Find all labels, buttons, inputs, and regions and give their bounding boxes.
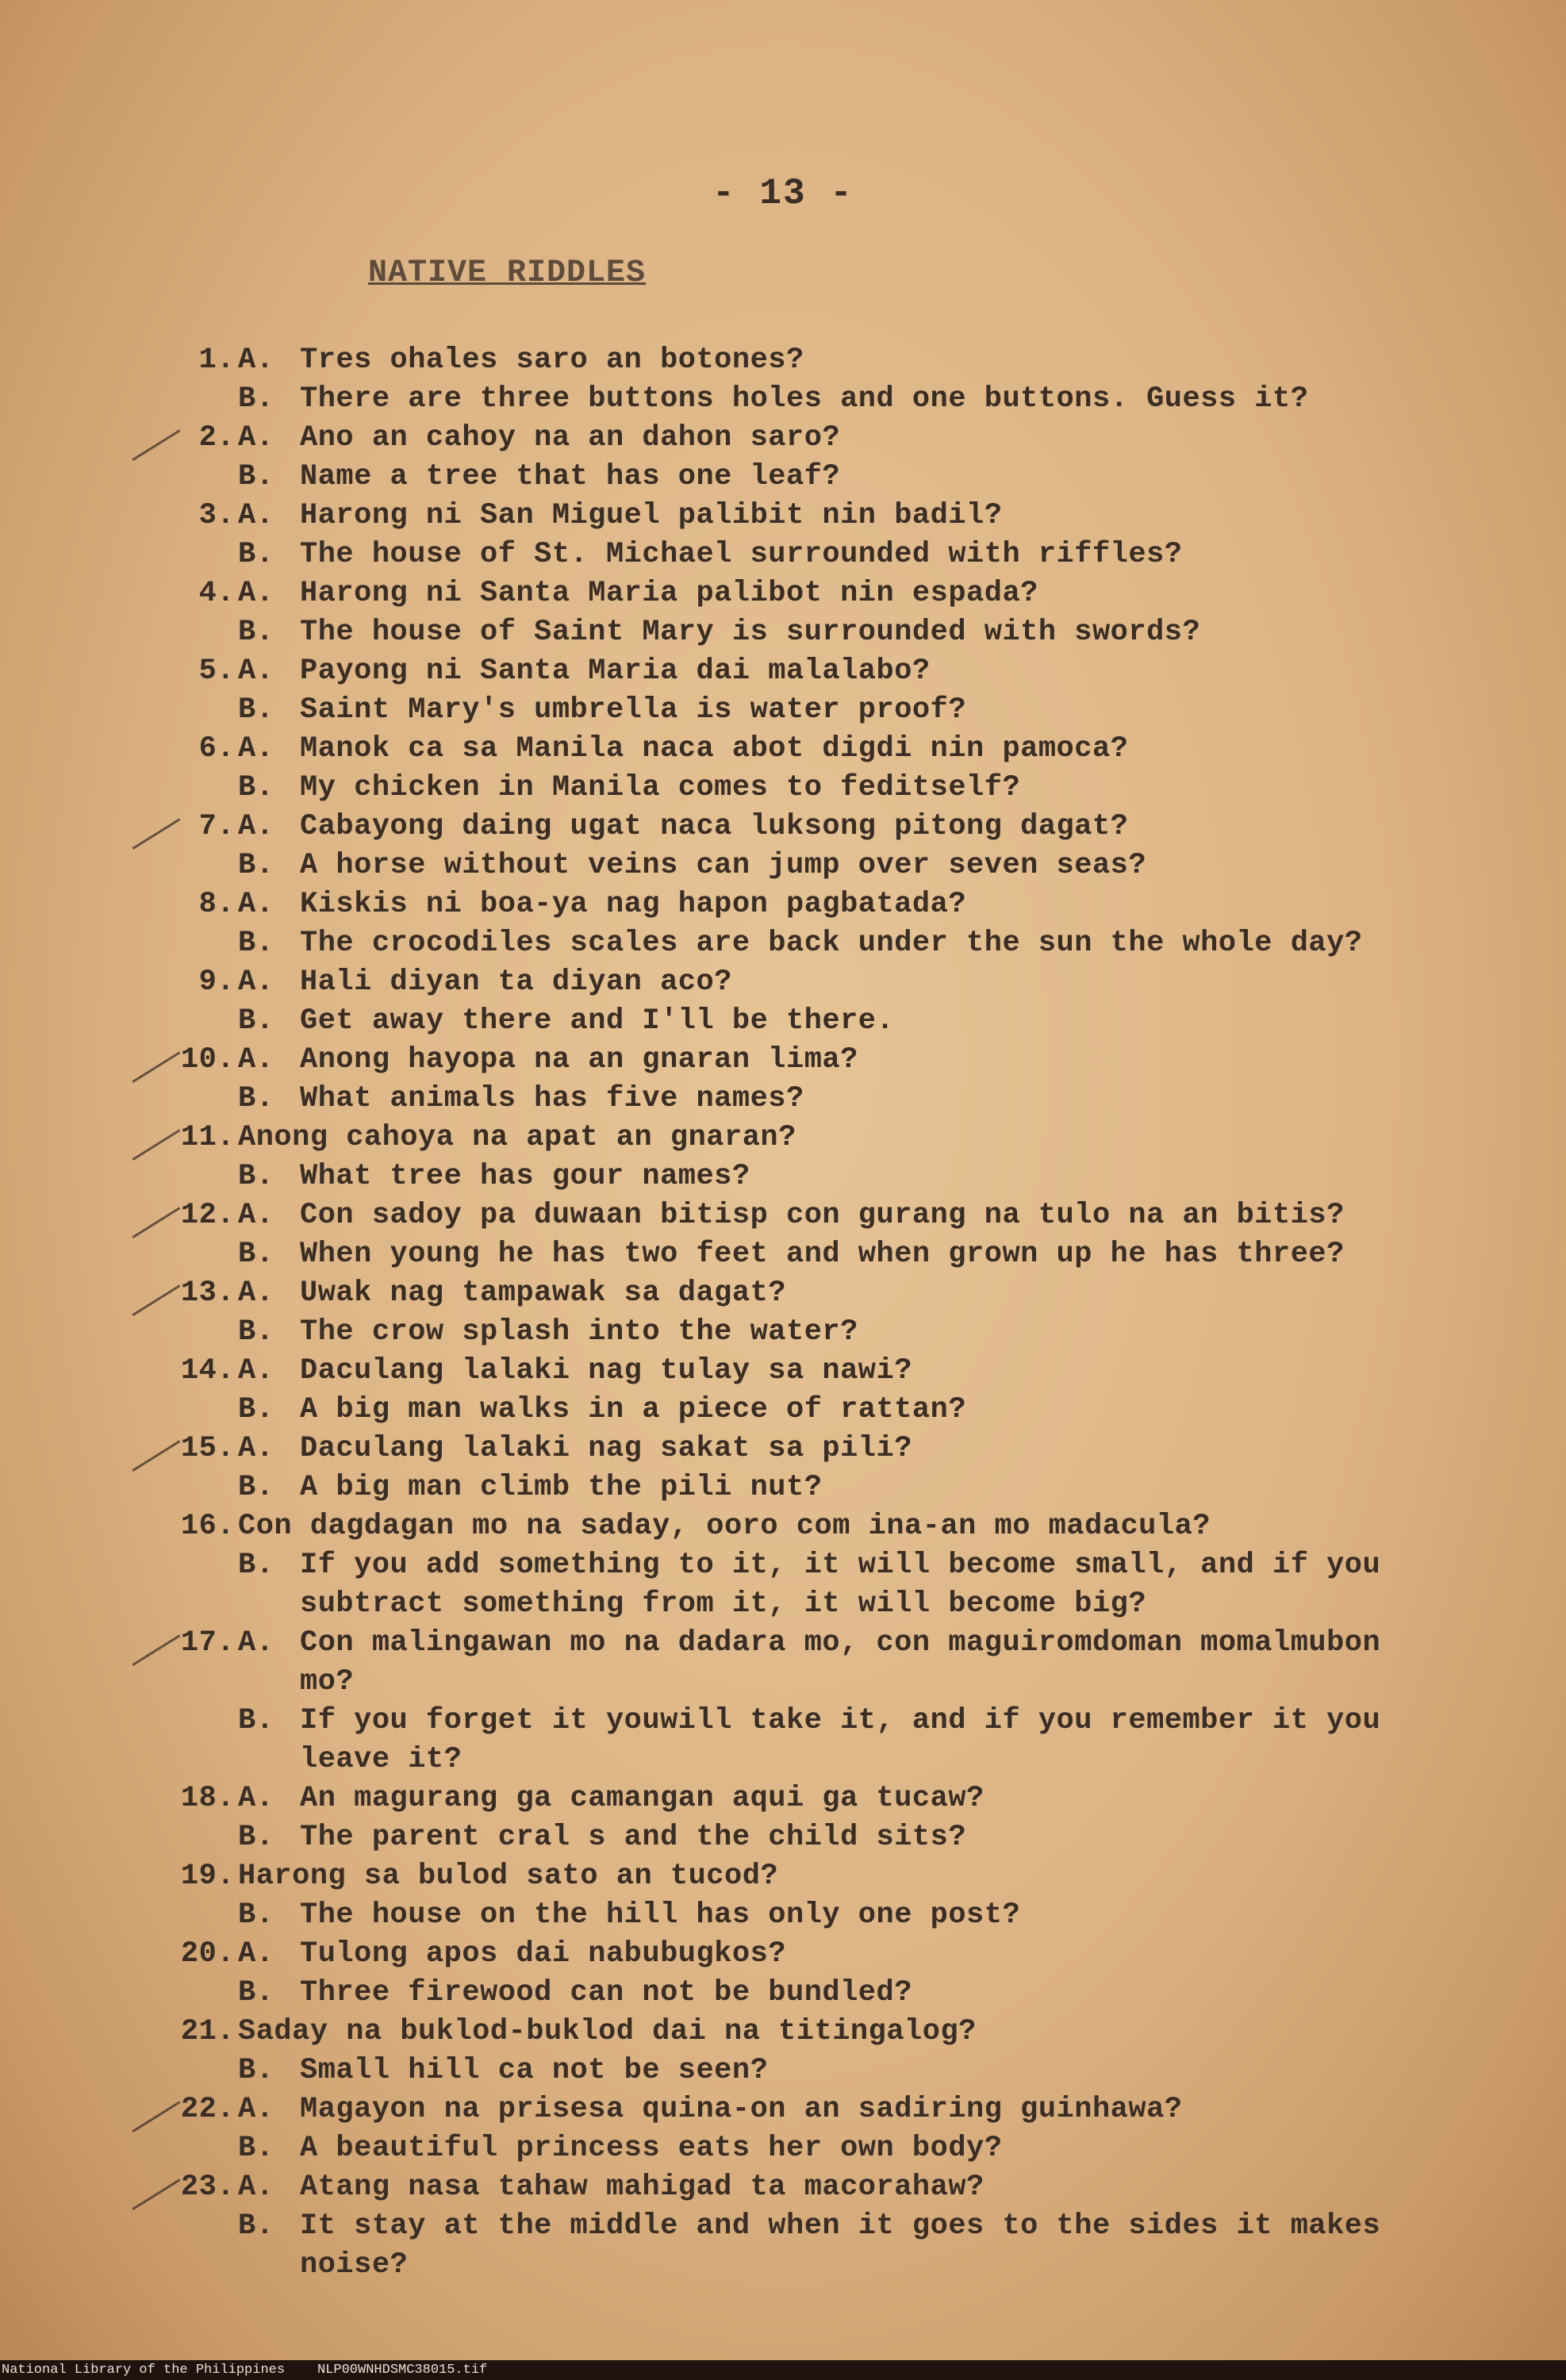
riddle-native-text: Uwak nag tampawak sa dagat?	[300, 1276, 786, 1310]
riddle-native-text: An magurang ga camangan aqui ga tucaw?	[300, 1782, 985, 1815]
riddle-english-text: Get away there and I'll be there.	[300, 1004, 895, 1038]
riddle-number: 4.	[198, 577, 235, 610]
riddle-line	[0, 808, 1566, 846]
riddle-number: 6.	[198, 732, 235, 766]
riddle-native-text: Tres ohales saro an botones?	[300, 344, 804, 377]
riddle-line	[0, 1702, 1566, 1741]
riddle-b-marker: B.	[238, 1898, 274, 1932]
file-name: NLP00WNHDSMC38015.tif	[317, 2363, 488, 2378]
riddle-line	[0, 2013, 1566, 2052]
riddle-number: 5.	[198, 654, 235, 688]
riddle-english-text: A beautiful princess eats her own body?	[300, 2132, 1003, 2165]
riddle-number: 7.	[198, 810, 235, 843]
riddle-native-text-cont: mo?	[300, 1665, 355, 1699]
riddle-a-marker: A.	[238, 888, 274, 921]
riddle-english-text: If you forget it youwill take it, and if you remember it you	[300, 1704, 1381, 1737]
riddle-a-marker: A.	[238, 499, 274, 532]
riddle-item	[0, 1857, 1566, 1935]
riddle-native-text: Harong ni San Miguel palibit nin badil?	[300, 499, 1003, 532]
riddle-number: 3.	[198, 499, 235, 532]
riddle-line	[0, 1313, 1566, 1352]
riddle-line	[0, 2246, 1566, 2285]
riddle-a-marker: A.	[238, 654, 274, 688]
riddle-line	[0, 1235, 1566, 1274]
riddle-a-marker: A.	[238, 1782, 274, 1815]
riddle-number: 10.	[180, 1043, 235, 1077]
riddle-item	[0, 1779, 1566, 1857]
riddle-line	[0, 730, 1566, 769]
riddle-item	[0, 2013, 1566, 2090]
riddle-item	[0, 1196, 1566, 1274]
riddle-english-text: The parent cral s and the child sits?	[300, 1821, 967, 1854]
riddle-line	[0, 497, 1566, 536]
riddle-b-marker: B.	[238, 849, 274, 882]
riddle-b-marker: B.	[238, 460, 274, 493]
riddle-english-text: My chicken in Manila comes to feditself?	[300, 771, 1021, 804]
riddle-line	[0, 924, 1566, 963]
riddle-b-marker: B.	[238, 1976, 274, 2010]
riddle-list	[0, 341, 1566, 2285]
riddle-b-marker: B.	[238, 538, 274, 571]
riddle-b-marker: B.	[238, 693, 274, 727]
riddle-line	[0, 1196, 1566, 1235]
riddle-b-marker: B.	[238, 1160, 274, 1193]
riddle-line	[0, 691, 1566, 730]
riddle-line	[0, 2129, 1566, 2168]
riddle-line	[0, 1468, 1566, 1507]
riddle-english-text: Three firewood can not be bundled?	[300, 1976, 912, 2010]
riddle-line	[0, 1585, 1566, 1624]
riddle-line	[0, 1080, 1566, 1119]
riddle-item	[0, 574, 1566, 652]
riddle-item	[0, 885, 1566, 963]
riddle-a-marker: A.	[238, 965, 274, 999]
riddle-number: 21.	[180, 2015, 235, 2048]
riddle-a-marker: A.	[238, 344, 274, 377]
riddle-item	[0, 1352, 1566, 1430]
riddle-native-text: Tulong apos dai nabubugkos?	[300, 1937, 786, 1971]
riddle-native-text: Con dagdagan mo na saday, ooro com ina-an mo madacula?	[238, 1510, 1211, 1543]
riddle-native-text: Daculang lalaki nag tulay sa nawi?	[300, 1354, 912, 1388]
riddle-b-marker: B.	[238, 2132, 274, 2165]
riddle-line	[0, 1157, 1566, 1196]
riddle-english-text: A horse without veins can jump over seven seas?	[300, 849, 1147, 882]
riddle-english-text: Saint Mary's umbrella is water proof?	[300, 693, 967, 727]
riddle-number: 15.	[180, 1432, 235, 1465]
riddle-native-text: Daculang lalaki nag sakat sa pili?	[300, 1432, 912, 1465]
riddle-a-marker: A.	[238, 2171, 274, 2204]
riddle-number: 14.	[180, 1354, 235, 1388]
riddle-line	[0, 458, 1566, 497]
riddle-item	[0, 1507, 1566, 1624]
riddle-native-text: Anong hayopa na an gnaran lima?	[300, 1043, 858, 1077]
riddle-line	[0, 1857, 1566, 1896]
riddle-number: 12.	[180, 1199, 235, 1232]
riddle-a-marker: A.	[238, 810, 274, 843]
riddle-line	[0, 769, 1566, 808]
riddle-item	[0, 963, 1566, 1041]
riddle-item	[0, 730, 1566, 808]
riddle-number: 20.	[180, 1937, 235, 1971]
riddle-line	[0, 2207, 1566, 2246]
riddle-line	[0, 2052, 1566, 2090]
riddle-a-marker: A.	[238, 1432, 274, 1465]
riddle-a-marker: A.	[238, 2093, 274, 2126]
riddle-english-text-cont: subtract something from it, it will become big?	[300, 1587, 1147, 1621]
riddle-a-marker: A.	[238, 577, 274, 610]
riddle-item	[0, 1274, 1566, 1352]
riddle-line	[0, 613, 1566, 652]
page-title: NATIVE RIDDLES	[368, 255, 647, 291]
riddle-a-marker: A.	[238, 1199, 274, 1232]
riddle-number: 1.	[198, 344, 235, 377]
riddle-b-marker: B.	[238, 1393, 274, 1426]
riddle-line	[0, 2090, 1566, 2129]
riddle-english-text: What animals has five names?	[300, 1082, 804, 1115]
riddle-english-text: The crow splash into the water?	[300, 1315, 858, 1349]
riddle-b-marker: B.	[238, 771, 274, 804]
riddle-b-marker: B.	[238, 616, 274, 649]
riddle-native-text: Magayon na prisesa quina-on an sadiring guinhawa?	[300, 2093, 1183, 2126]
riddle-native-text: Kiskis ni boa-ya nag hapon pagbatada?	[300, 888, 967, 921]
riddle-b-marker: B.	[238, 1315, 274, 1349]
riddle-line	[0, 846, 1566, 885]
riddle-number: 22.	[180, 2093, 235, 2126]
riddle-item	[0, 2090, 1566, 2168]
riddle-line	[0, 1935, 1566, 1974]
riddle-english-text-cont: leave it?	[300, 1743, 463, 1776]
riddle-item	[0, 1041, 1566, 1119]
riddle-line	[0, 341, 1566, 380]
library-credit: National Library of the Philippines	[2, 2363, 286, 2378]
riddle-line	[0, 2168, 1566, 2207]
riddle-number: 8.	[198, 888, 235, 921]
riddle-b-marker: B.	[238, 1549, 274, 1582]
riddle-a-marker: A.	[238, 1276, 274, 1310]
riddle-b-marker: B.	[238, 1238, 274, 1271]
riddle-line	[0, 652, 1566, 691]
riddle-english-text: The house of Saint Mary is surrounded with swords?	[300, 616, 1201, 649]
riddle-line	[0, 1041, 1566, 1080]
riddle-b-marker: B.	[238, 1082, 274, 1115]
riddle-b-marker: B.	[238, 1704, 274, 1737]
riddle-english-text: It stay at the middle and when it goes to the sides it makes	[300, 2209, 1381, 2243]
riddle-native-text: Con sadoy pa duwaan bitisp con gurang na tulo na an bitis?	[300, 1199, 1345, 1232]
riddle-line	[0, 574, 1566, 613]
riddle-number: 2.	[198, 421, 235, 455]
riddle-line	[0, 1352, 1566, 1391]
riddle-english-text: The house on the hill has only one post?	[300, 1898, 1021, 1932]
riddle-line	[0, 1741, 1566, 1779]
riddle-line	[0, 1896, 1566, 1935]
riddle-english-text: Small hill ca not be seen?	[300, 2054, 769, 2087]
riddle-native-text: Saday na buklod-buklod dai na titingalog?	[238, 2015, 977, 2048]
riddle-line	[0, 1546, 1566, 1585]
riddle-number: 23.	[180, 2171, 235, 2204]
riddle-number: 13.	[180, 1276, 235, 1310]
riddle-a-marker: A.	[238, 1354, 274, 1388]
riddle-number: 18.	[180, 1782, 235, 1815]
riddle-english-text: The house of St. Michael surrounded with riffles?	[300, 538, 1183, 571]
riddle-native-text: Manok ca sa Manila naca abot digdi nin pamoca?	[300, 732, 1129, 766]
riddle-item	[0, 808, 1566, 885]
riddle-line	[0, 1119, 1566, 1157]
riddle-english-text: A big man climb the pili nut?	[300, 1471, 823, 1504]
riddle-line	[0, 1974, 1566, 2013]
riddle-a-marker: A.	[238, 1937, 274, 1971]
riddle-native-text: Atang nasa tahaw mahigad ta macorahaw?	[300, 2171, 985, 2204]
archive-footer	[0, 2360, 1566, 2380]
riddle-line	[0, 380, 1566, 419]
riddle-native-text: Ano an cahoy na an dahon saro?	[300, 421, 841, 455]
riddle-line	[0, 1274, 1566, 1313]
riddle-number: 16.	[180, 1510, 235, 1543]
riddle-line	[0, 1507, 1566, 1546]
riddle-english-text: When young he has two feet and when grown up he has three?	[300, 1238, 1345, 1271]
riddle-b-marker: B.	[238, 1821, 274, 1854]
riddle-item	[0, 341, 1566, 419]
riddle-number: 19.	[180, 1860, 235, 1893]
riddle-item	[0, 2168, 1566, 2285]
riddle-item	[0, 497, 1566, 574]
riddle-line	[0, 1430, 1566, 1468]
riddle-english-text-cont: noise?	[300, 2248, 409, 2282]
riddle-number: 9.	[198, 965, 235, 999]
riddle-a-marker: A.	[238, 732, 274, 766]
riddle-line	[0, 1818, 1566, 1857]
riddle-native-text: Con malingawan mo na dadara mo, con maguiromdoman momalmubon	[300, 1626, 1381, 1660]
riddle-line	[0, 963, 1566, 1002]
riddle-english-text: What tree has gour names?	[300, 1160, 750, 1193]
riddle-number: 17.	[180, 1626, 235, 1660]
riddle-a-marker: A.	[238, 1043, 274, 1077]
riddle-item	[0, 1430, 1566, 1507]
riddle-line	[0, 536, 1566, 574]
riddle-b-marker: B.	[238, 382, 274, 416]
riddle-native-text: Payong ni Santa Maria dai malalabo?	[300, 654, 931, 688]
riddle-a-marker: A.	[238, 421, 274, 455]
riddle-line	[0, 1391, 1566, 1430]
riddle-native-text: Harong ni Santa Maria palibot nin espada?	[300, 577, 1038, 610]
riddle-item	[0, 1119, 1566, 1196]
riddle-line	[0, 1624, 1566, 1663]
riddle-b-marker: B.	[238, 1471, 274, 1504]
riddle-english-text: If you add something to it, it will become small, and if you	[300, 1549, 1381, 1582]
riddle-line	[0, 419, 1566, 458]
riddle-b-marker: B.	[238, 2209, 274, 2243]
page-number: - 13 -	[712, 173, 854, 214]
riddle-b-marker: B.	[238, 2054, 274, 2087]
riddle-item	[0, 1624, 1566, 1779]
riddle-english-text: There are three buttons holes and one buttons. Guess it?	[300, 382, 1309, 416]
riddle-line	[0, 1663, 1566, 1702]
riddle-number: 11.	[180, 1121, 235, 1154]
riddle-native-text: Hali diyan ta diyan aco?	[300, 965, 732, 999]
riddle-english-text: The crocodiles scales are back under the sun the whole day?	[300, 927, 1363, 960]
riddle-native-text: Anong cahoya na apat an gnaran?	[238, 1121, 796, 1154]
riddle-a-marker: A.	[238, 1626, 274, 1660]
riddle-line	[0, 1002, 1566, 1041]
riddle-native-text: Harong sa bulod sato an tucod?	[238, 1860, 779, 1893]
riddle-b-marker: B.	[238, 927, 274, 960]
riddle-native-text: Cabayong daing ugat naca luksong pitong dagat?	[300, 810, 1129, 843]
riddle-line	[0, 1779, 1566, 1818]
riddle-item	[0, 652, 1566, 730]
riddle-english-text: A big man walks in a piece of rattan?	[300, 1393, 967, 1426]
riddle-english-text: Name a tree that has one leaf?	[300, 460, 841, 493]
riddle-item	[0, 1935, 1566, 2013]
riddle-line	[0, 885, 1566, 924]
riddle-b-marker: B.	[238, 1004, 274, 1038]
riddle-item	[0, 419, 1566, 497]
